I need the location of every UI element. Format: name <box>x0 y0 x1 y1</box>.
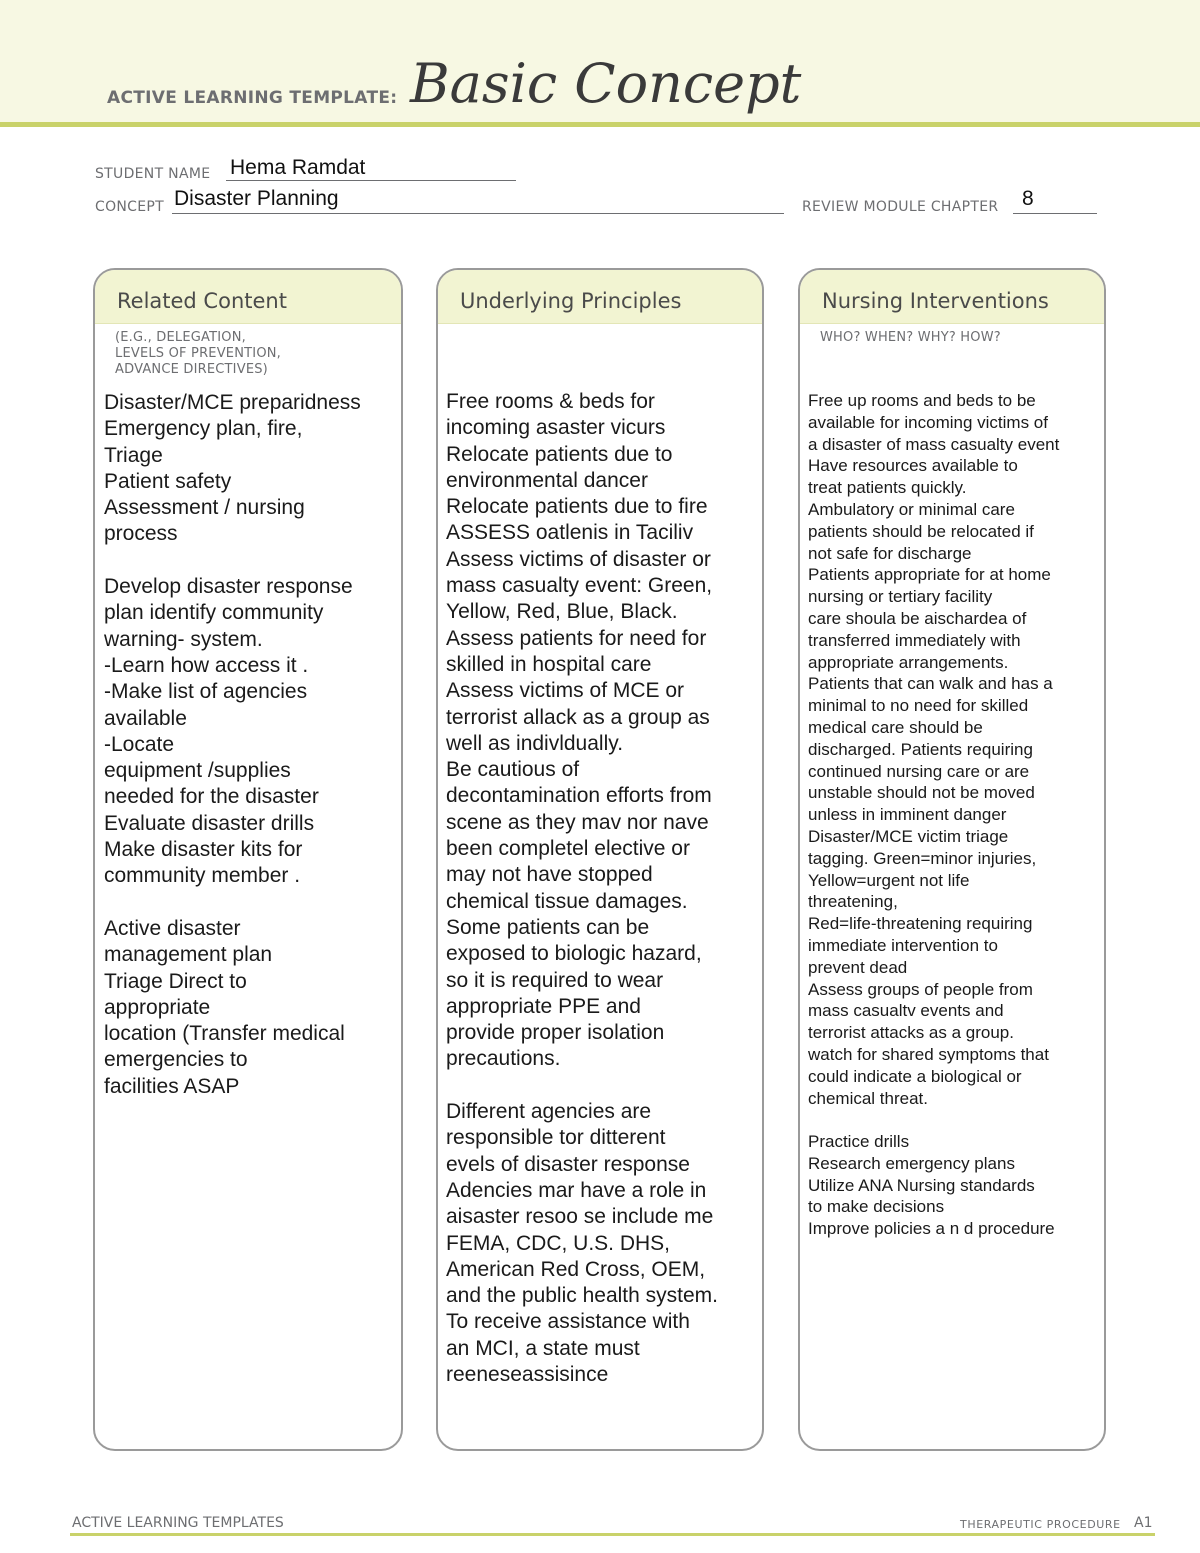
underlying-principles-header <box>438 270 762 324</box>
text-line: -Locate <box>104 732 175 756</box>
text-line: ASSESS oatlenis in Taciliv <box>446 521 694 545</box>
hint-line: LEVELS OF PREVENTION, <box>115 346 282 361</box>
text-line: available for incoming victims of <box>808 412 1048 432</box>
chapter-label: REVIEW MODULE CHAPTER <box>802 199 999 215</box>
text-line: transferred immediately with <box>808 630 1021 650</box>
text-line: Utilize ANA Nursing standards <box>808 1175 1035 1195</box>
text-line: skilled in hospital care <box>446 652 652 676</box>
text-line: Assess victims of disaster or <box>446 547 711 571</box>
text-line: appropriate <box>104 995 211 1019</box>
text-line: unstable should not be moved <box>808 783 1035 803</box>
text-line: Relocate patients due to <box>446 442 673 466</box>
concept-label: CONCEPT <box>95 199 164 215</box>
text-line: tagging. Green=minor injuries, <box>808 848 1037 868</box>
text-line: appropriate arrangements. <box>808 652 1009 672</box>
text-line: chemical tissue damages. <box>446 889 688 913</box>
text-line: reeneseassisince <box>446 1362 609 1386</box>
text-line: unless in imminent danger <box>808 805 1007 825</box>
text-line: Assess victims of MCE or <box>446 679 685 703</box>
text-line: facilities ASAP <box>104 1074 240 1098</box>
text-line: warning- system. <box>104 627 263 651</box>
underlying-principles-panel <box>436 268 764 1451</box>
text-line: terrorist attacks as a group. <box>808 1023 1014 1043</box>
hint-line: (E.G., DELEGATION, <box>115 330 246 345</box>
text-line: been completel elective or <box>446 837 690 861</box>
text-line: care shoula be aischardea of <box>808 608 1027 628</box>
related-content-hint <box>115 330 401 378</box>
text-line: evels of disaster response <box>446 1152 690 1176</box>
underlying-principles-title: Underlying Principles <box>460 289 682 313</box>
text-line: American Red Cross, OEM, <box>446 1257 706 1281</box>
text-line: process <box>104 522 178 546</box>
text-line: Make disaster kits for <box>104 838 303 862</box>
text-line: appropriate PPE and <box>446 994 641 1018</box>
text-line: could indicate a biological or <box>808 1066 1022 1086</box>
text-line: Practice drills <box>808 1132 910 1152</box>
text-line: Assessment / nursing <box>104 496 305 520</box>
text-line: -Make list of agencies <box>104 680 308 704</box>
text-line: needed for the disaster <box>104 785 319 809</box>
text-line: chemical threat. <box>808 1088 928 1108</box>
text-line: available <box>104 706 187 730</box>
related-content-title: Related Content <box>117 289 287 313</box>
text-line: and the public health system. <box>446 1284 718 1308</box>
text-line: community member . <box>104 864 301 888</box>
text-line: aisaster resoo se include me <box>446 1205 714 1229</box>
text-line: Be cautious of <box>446 758 580 782</box>
related-content-panel <box>93 268 403 1451</box>
text-line: Disaster/MCE victim triage <box>808 826 1009 846</box>
text-line: incoming asaster vicurs <box>446 416 666 440</box>
text-line: Disaster/MCE preparidness <box>104 391 361 414</box>
concept-value[interactable]: Disaster Planning <box>174 187 339 210</box>
text-line: FEMA, CDC, U.S. DHS, <box>446 1231 671 1255</box>
text-line: plan identify community <box>104 601 324 625</box>
text-line: Some patients can be <box>446 915 650 939</box>
text-line: a disaster of mass casualty event <box>808 434 1060 454</box>
footer-page-number: A1 <box>1134 1515 1153 1531</box>
blank-line <box>808 1109 1104 1131</box>
text-line: emergencies to <box>104 1048 248 1072</box>
text-line: Yellow, Red, Blue, Black. <box>446 600 678 624</box>
text-line: Different agencies are <box>446 1100 652 1124</box>
text-line: Patients that can walk and has a <box>808 674 1053 694</box>
text-line: Triage Direct to <box>104 969 247 993</box>
text-line: Develop disaster response <box>104 575 353 599</box>
template-title: Basic Concept <box>410 52 802 115</box>
student-name-label: STUDENT NAME <box>95 166 211 182</box>
text-line: well as indivldually. <box>446 731 624 755</box>
text-line: mass casualty event: Green, <box>446 574 713 598</box>
text-line: mass casualtv events and <box>808 1001 1004 1021</box>
text-line: treat patients quickly. <box>808 478 967 498</box>
text-line: patients should be relocated if <box>808 521 1034 541</box>
text-line: location (Transfer medical <box>104 1022 345 1046</box>
blank-line <box>104 890 401 916</box>
text-line: Assess patients for need for <box>446 626 707 650</box>
text-line: Active disaster <box>104 916 241 940</box>
student-name-value[interactable]: Hema Ramdat <box>230 156 366 179</box>
text-line: provide proper isolation <box>446 1021 665 1045</box>
text-line: terrorist allack as a group as <box>446 705 710 729</box>
text-line: Evaluate disaster drills <box>104 811 315 835</box>
text-line: Free rooms & beds for <box>446 390 655 413</box>
footer-left: ACTIVE LEARNING TEMPLATES <box>72 1515 284 1531</box>
chapter-value[interactable]: 8 <box>1022 187 1034 210</box>
text-line: exposed to biologic hazard, <box>446 942 702 966</box>
text-line: to make decisions <box>808 1197 945 1217</box>
hint-line: WHO? WHEN? WHY? HOW? <box>820 330 1001 345</box>
text-line: scene as they mav nor nave <box>446 810 709 834</box>
text-line: Yellow=urgent not life <box>808 870 970 890</box>
underlying-principles-body[interactable] <box>446 389 762 1388</box>
text-line: management plan <box>104 943 273 967</box>
nursing-interventions-hint <box>820 330 1104 346</box>
text-line: decontamination efforts from <box>446 784 712 808</box>
text-line: -Learn how access it . <box>104 653 309 677</box>
related-content-header <box>95 270 401 324</box>
header-rule <box>0 122 1200 127</box>
text-line: minimal to no need for skilled <box>808 696 1029 716</box>
text-line: Research emergency plans <box>808 1153 1015 1173</box>
nursing-interventions-body[interactable] <box>808 390 1104 1240</box>
text-line: Emergency plan, fire, <box>104 417 303 441</box>
text-line: Red=life-threatening requiring <box>808 914 1033 934</box>
text-line: nursing or tertiary facility <box>808 587 993 607</box>
related-content-body[interactable] <box>104 390 401 1100</box>
text-line: may not have stopped <box>446 863 653 887</box>
template-label: ACTIVE LEARNING TEMPLATE: <box>107 88 398 108</box>
footer-right: THERAPEUTIC PROCEDURE <box>960 1518 1121 1531</box>
text-line: continued nursing care or are <box>808 761 1030 781</box>
text-line: so it is required to wear <box>446 968 664 992</box>
student-name-line <box>226 180 516 181</box>
chapter-line <box>1013 213 1097 214</box>
text-line: Free up rooms and beds to be <box>808 391 1036 410</box>
text-line: precautions. <box>446 1047 561 1071</box>
blank-line <box>446 1073 762 1099</box>
hint-line: ADVANCE DIRECTIVES) <box>115 362 268 377</box>
nursing-interventions-title: Nursing Interventions <box>822 289 1049 313</box>
text-line: discharged. Patients requiring <box>808 739 1033 759</box>
text-line: responsible tor ditterent <box>446 1126 666 1150</box>
text-line: Patients appropriate for at home <box>808 565 1051 585</box>
text-line: Triage <box>104 443 163 467</box>
text-line: equipment /supplies <box>104 759 291 783</box>
text-line: To receive assistance with <box>446 1310 690 1334</box>
nursing-interventions-panel <box>798 268 1106 1451</box>
text-line: Relocate patients due to fire <box>446 495 708 519</box>
concept-line <box>172 213 784 214</box>
text-line: medical care should be <box>808 717 983 737</box>
text-line: immediate intervention to <box>808 935 998 955</box>
text-line: Assess groups of people from <box>808 979 1033 999</box>
text-line: prevent dead <box>808 957 908 977</box>
footer-rule <box>70 1533 1155 1536</box>
text-line: watch for shared symptoms that <box>808 1044 1049 1064</box>
nursing-interventions-header <box>800 270 1104 324</box>
text-line: Ambulatory or minimal care <box>808 499 1015 519</box>
text-line: environmental dancer <box>446 468 648 492</box>
text-line: an MCI, a state must <box>446 1336 640 1360</box>
text-line: Patient safety <box>104 469 232 493</box>
text-line: Adencies mar have a role in <box>446 1178 707 1202</box>
text-line: not safe for discharge <box>808 543 972 563</box>
text-line: threatening, <box>808 892 898 912</box>
blank-line <box>104 548 401 574</box>
text-line: Have resources available to <box>808 456 1018 476</box>
text-line: Improve policies a n d procedure <box>808 1219 1055 1239</box>
